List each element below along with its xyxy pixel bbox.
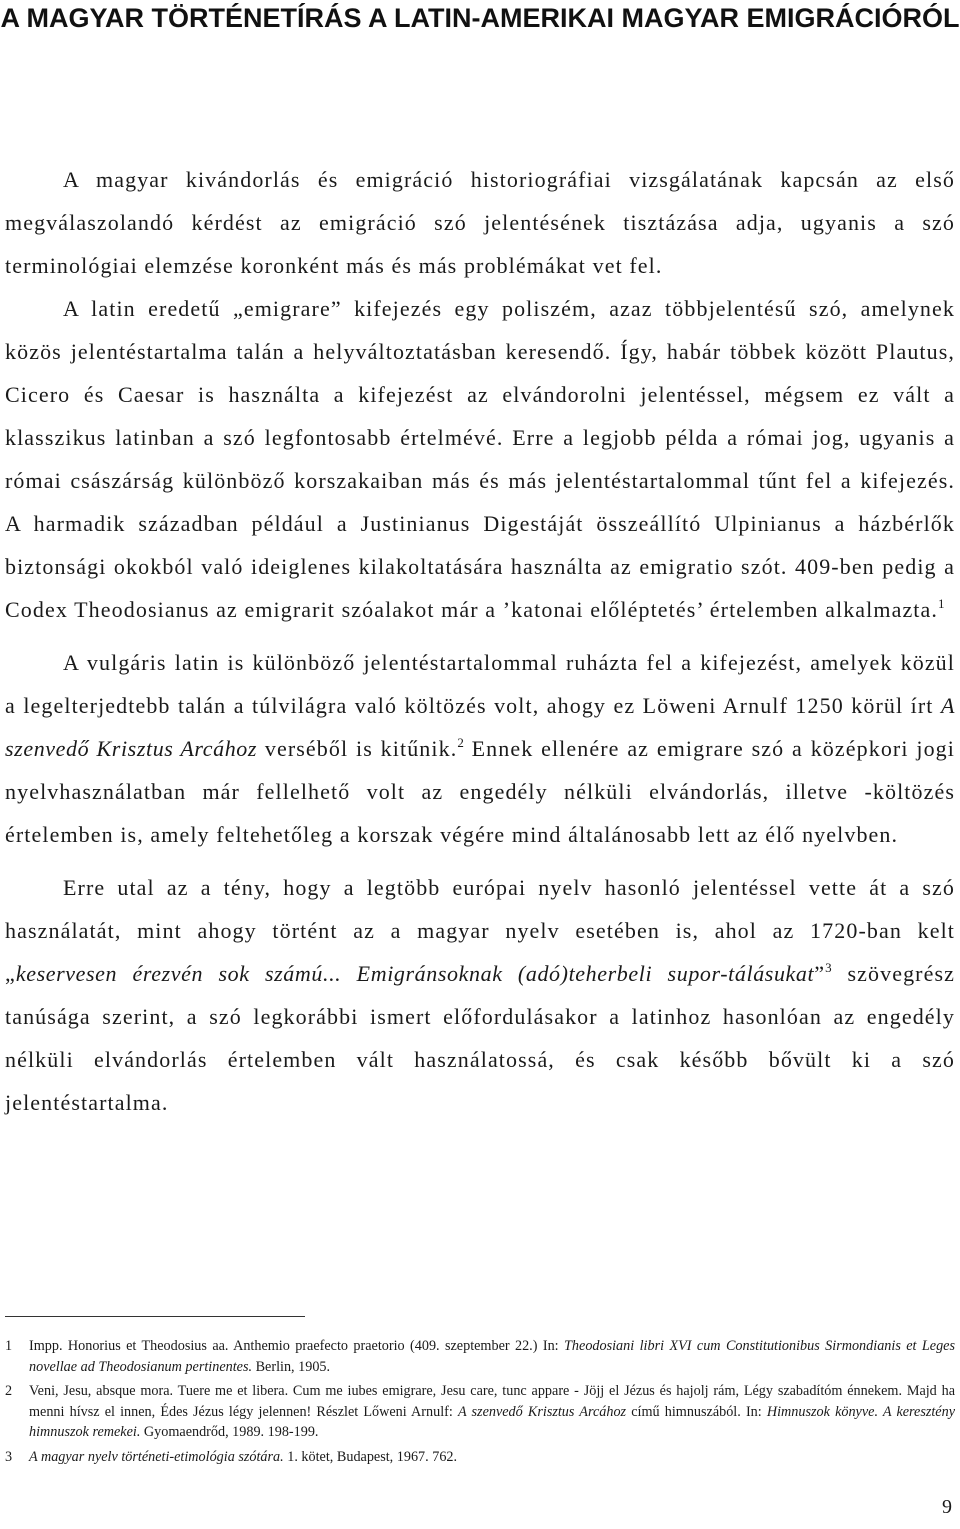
footnote-italic: A szenvedő Krisztus Arcához [457, 1403, 627, 1420]
footnote-divider [5, 1316, 305, 1317]
footnote-italic: Theodosiani libri XVI cum Constitutionibus Sirmondianis et Leges novellae ad Theodosianum pertinentes. [29, 1338, 955, 1375]
page-title: A MAGYAR TÖRTÉNETÍRÁS A LATIN-AMERIKAI MAGYAR EMIGRÁCIÓRÓL [0, 3, 960, 33]
footnote-ref-3[interactable]: 3 [825, 960, 832, 975]
footnote-2 [5, 1381, 955, 1443]
footnote-text: Impp. Honorius et Theodosius aa. Anthemio praefecto praetorio (409. szeptember 22.) In: [29, 1338, 565, 1354]
paragraph-text: Erre utal az a tény, hogy a legtöbb európai nyelv hasonló jelentéssel vette át a szó használatát, mint ahogy történt az a magyar nyelv esetében is, ahol az 1720-ban kelt „ [5, 875, 955, 986]
paragraph-text: Ennek ellenére az emigrare szó a középkori jogi nyelvhasználatban már fellelhető volt az engedély nélküli elvándorlás, illetve -költözés értelemben is, amely feltehetőleg a korszak végére mind általánosabb lett az élő nyelvben. [5, 736, 955, 847]
paragraph-2 [5, 287, 955, 631]
footnote-text: című himnuszából. In: [626, 1403, 767, 1420]
paragraph-3 [5, 641, 955, 856]
footnote-text: 1. kötet, Budapest, 1967. 762. [283, 1448, 458, 1465]
footnote-ref-2[interactable]: 2 [457, 735, 464, 750]
paragraph-text: A vulgáris latin is különböző jelentéstartalommal ruházta fel a kifejezést, amelyek közül a legelterjedtebb talán a túlvilágra való költözés volt, ahogy ez Löweni Arnulf 1250 körül írt [5, 650, 955, 718]
paragraph-text: A magyar kivándorlás és emigráció historiográfiai vizsgálatának kapcsán az első megválaszolandó kérdést az emigráció szó jelentésének tisztázása adja, ugyanis a szó terminológiai elemzése koronként más és más problémákat vet fel. [5, 167, 955, 278]
footnote-text: Veni, Jesu, absque mora. Tuere me et libera. Cum me iubes emigrare, Jesu care, tunc appare - Jöjj el Jézus és hajolj rám, Légy szabadítóm énnekem. Majd ha menni hívsz el innen, Édes Jézus légy jelennen! Részlet Lőweni Arnulf: [29, 1383, 955, 1420]
footnote-text: Berlin, 1905. [252, 1358, 331, 1375]
page-number: 9 [942, 1496, 952, 1518]
footnote-1 [5, 1336, 955, 1377]
footnotes [5, 1336, 955, 1471]
footnote-3 [5, 1447, 955, 1468]
footnote-number: 1 [5, 1338, 13, 1354]
footnote-text: Gyomaendrőd, 1989. 198-199. [140, 1424, 319, 1440]
footnote-number: 2 [5, 1383, 13, 1399]
italic-quote: keservesen érezvén sok számú... Emigránsoknak (adó)teherbeli supor-tálásukat [15, 961, 815, 986]
footnote-number: 3 [5, 1448, 13, 1465]
footnote-ref-1[interactable]: 1 [938, 596, 945, 611]
paragraph-text: A latin eredetű „emigrare” kifejezés egy poliszém, azaz többjelentésű szó, amelynek közös jelentéstartalma talán a helyváltoztatásban keresendő. Így, habár többek között Plautus, Cicero és Caesar is használta a kifejezést az elvándorolni jelentéssel, mégsem ez vált a klasszikus latinban a szó legfontosabb értelmévé. Erre a legjobb példa a római jog, ugyanis a római császárság különböző korszakaiban más és más jelentéstartalommal tűnt fel a kifejezés. A harmadik században például a Justinianus Digestáját összeállító Ulpinianus a házbérlők biztonsági okokból való ideiglenes kilakoltatására használta az emigratio szót. 409-ben pedig a Codex Theodosianus az emigrarit szóalakot már a ’katonai előléptetés’ értelemben alkalmazta. [5, 296, 955, 622]
paragraph-4 [5, 866, 955, 1124]
footnote-italic: Himnuszok könyve. A keresztény himnuszok remekei. [29, 1403, 955, 1440]
footnote-italic: A magyar nyelv történeti-etimológia szótára. [29, 1448, 284, 1465]
italic-title: A szenvedő Krisztus Arcához [5, 693, 955, 761]
paragraph-text: ” [814, 961, 826, 986]
body-text [5, 158, 955, 1124]
paragraph-text: szövegrész tanúsága szerint, a szó legkorábbi ismert előfordulásakor a latinhoz hasonlóan az engedély nélküli elvándorlás értelemben vált használatossá, és csak később bővült ki a szó jelentéstartalma. [5, 961, 955, 1115]
paragraph-text: verséből is kitűnik. [257, 736, 458, 761]
paragraph-1 [5, 158, 955, 287]
